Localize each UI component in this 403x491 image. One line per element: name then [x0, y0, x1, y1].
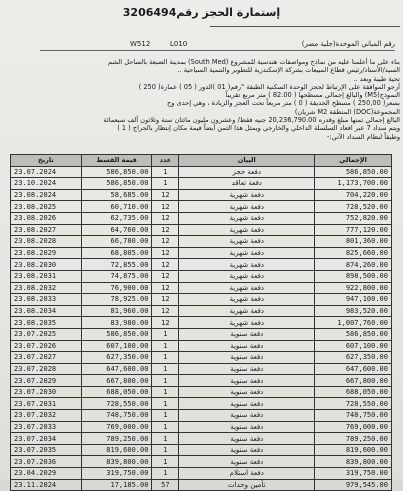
cell-desc: دفعة سنوية	[179, 375, 315, 387]
cell-total: 728,550.00	[315, 398, 392, 410]
cell-total: 769,000.00	[315, 421, 392, 433]
cell-total: 979,545.00	[315, 479, 392, 491]
table-row	[11, 212, 392, 224]
cell-value: 748,750.00	[81, 410, 152, 422]
table-row	[11, 479, 392, 491]
cell-date: 23.08.2030	[11, 259, 82, 271]
cell-value: 64,760.00	[81, 224, 152, 236]
col-header-date: تاريخ	[11, 155, 82, 167]
cell-value: 60,710.00	[81, 201, 152, 213]
cell-value: 667,800.00	[81, 375, 152, 387]
cell-value: 789,250.00	[81, 433, 152, 445]
cell-value: 839,800.00	[81, 456, 152, 468]
unit-code: W512	[130, 40, 151, 48]
cell-count: 12	[152, 189, 179, 201]
table-row	[11, 317, 392, 329]
cell-total: 983,520.00	[315, 305, 392, 317]
cell-desc: دفعة سنوية	[179, 410, 315, 422]
cell-total: 789,250.00	[315, 433, 392, 445]
table-row	[11, 386, 392, 398]
cell-count: 12	[152, 317, 179, 329]
cell-date: 23.08.2029	[11, 247, 82, 259]
table-row	[11, 224, 392, 236]
cell-date: 23.07.2033	[11, 421, 82, 433]
cell-desc: دفعة سنوية	[179, 328, 315, 340]
col-header-desc: البيان	[179, 155, 315, 167]
cell-value: 78,925.00	[81, 294, 152, 306]
paragraph-line: تحية طيبة وبعد ..	[353, 74, 400, 83]
table-row	[11, 444, 392, 456]
col-header-total: الإجمالي	[315, 155, 392, 167]
cell-date: 23.07.2030	[11, 386, 82, 398]
paragraph-line: وطبقاً لنظام السداد الآتي:-	[326, 132, 400, 141]
cell-count: 1	[152, 421, 179, 433]
cell-desc: دفعة شهرية	[179, 224, 315, 236]
cell-value: 586,850.00	[81, 178, 152, 190]
form-title	[0, 6, 403, 19]
cell-desc: دفعة سنوية	[179, 352, 315, 364]
cell-value: 586,850.00	[81, 166, 152, 178]
cell-total: 777,120.00	[315, 224, 392, 236]
cell-value: 769,000.00	[81, 421, 152, 433]
cell-value: 68,805.00	[81, 247, 152, 259]
col-header-count: عدد	[152, 155, 179, 167]
table-header-row	[11, 155, 392, 167]
cell-value: 74,875.00	[81, 270, 152, 282]
table-row	[11, 247, 392, 259]
cell-total: 874,260.00	[315, 259, 392, 271]
cell-date: 23.08.2031	[11, 270, 82, 282]
table-row	[11, 352, 392, 364]
table-row	[11, 456, 392, 468]
cell-desc: دفعة شهرية	[179, 201, 315, 213]
table-row	[11, 410, 392, 422]
cell-date: 23.08.2025	[11, 201, 82, 213]
cell-total: 319,750.00	[315, 468, 392, 480]
payment-schedule-table	[10, 154, 392, 491]
cell-date: 23.07.2025	[11, 328, 82, 340]
cell-count: 12	[152, 259, 179, 271]
cell-desc: دفعة سنوية	[179, 386, 315, 398]
cell-count: 12	[152, 282, 179, 294]
col-header-value: قيمة القسط	[81, 155, 152, 167]
cell-value: 58,685.00	[81, 189, 152, 201]
cell-total: 801,360.00	[315, 236, 392, 248]
cell-desc: دفعة سنوية	[179, 421, 315, 433]
table-row	[11, 340, 392, 352]
cell-date: 23.07.2024	[11, 166, 82, 178]
paragraph-line: النموذج(M5) والبالغ إجمالي مسطحها ( 82.00 ) متر مربع تقريباً	[225, 91, 400, 100]
cell-count: 1	[152, 444, 179, 456]
cell-desc: دفعة سنوية	[179, 363, 315, 375]
unit-header	[40, 40, 395, 50]
cell-date: 23.11.2024	[11, 479, 82, 491]
cell-value: 319,750.00	[81, 468, 152, 480]
cell-date: 23.07.2026	[11, 340, 82, 352]
cell-count: 1	[152, 328, 179, 340]
request-paragraph	[8, 58, 400, 141]
paragraph-line: البالغ إجمالي ثمنها مبلغ وقدره 20,236,790.00 جنيه فقط/ وعشرون مليون مائتان ستة وثلاثون ألف سبعمائة	[103, 116, 400, 125]
cell-date: 23.08.2032	[11, 282, 82, 294]
cell-total: 586,850.00	[315, 166, 392, 178]
cell-date: 23.08.2033	[11, 294, 82, 306]
cell-total: 704,220.00	[315, 189, 392, 201]
paragraph-line: ويتم سداد 7 عبر افعاد السلسلة الداخلي والخارجي ويمثل هذا الثمن أيضاً قيمة مكان إنتظار بالجراج ( 1 )	[117, 124, 400, 133]
cell-desc: دفعة سنوية	[179, 398, 315, 410]
cell-desc: دفعة شهرية	[179, 305, 315, 317]
cell-date: 23.10.2024	[11, 178, 82, 190]
cell-total: 752,820.00	[315, 212, 392, 224]
cell-value: 586,850.00	[81, 328, 152, 340]
cell-value: 72,855.00	[81, 259, 152, 271]
cell-count: 12	[152, 201, 179, 213]
cell-date: 23.08.2034	[11, 305, 82, 317]
cell-desc: دفعة حجز	[179, 166, 315, 178]
cell-count: 1	[152, 468, 179, 480]
cell-count: 12	[152, 305, 179, 317]
cell-desc: دفعة شهرية	[179, 189, 315, 201]
title-underline	[210, 26, 400, 27]
cell-value: 83,980.00	[81, 317, 152, 329]
cell-date: 23.08.2027	[11, 224, 82, 236]
paragraph-line: بناء على ما أعلمنا عليه من نماذج ومواصفات هندسية للمشروع (South Med) بمدينة الضبعة بالساحل الشم	[108, 58, 400, 66]
cell-count: 12	[152, 236, 179, 248]
table-row	[11, 294, 392, 306]
cell-count: 1	[152, 363, 179, 375]
cell-value: 688,050.00	[81, 386, 152, 398]
cell-count: 1	[152, 352, 179, 364]
paragraph-line: المجموعة(DOC) المنطقة M2 شريان)	[294, 107, 400, 116]
cell-total: 728,520.00	[315, 201, 392, 213]
table-row	[11, 305, 392, 317]
cell-date: 23.07.2035	[11, 444, 82, 456]
unit-label: رقم المباني الموحدة(جلية مصر)	[301, 40, 395, 48]
cell-desc: دفعة شهرية	[179, 212, 315, 224]
cell-desc: تأمين وحدات	[179, 479, 315, 491]
cell-date: 23.07.2034	[11, 433, 82, 445]
cell-desc: دفعة شهرية	[179, 282, 315, 294]
unit-header-underline	[40, 50, 395, 51]
cell-desc: دفعة استلام	[179, 468, 315, 480]
cell-count: 1	[152, 166, 179, 178]
cell-count: 1	[152, 410, 179, 422]
cell-count: 1	[152, 398, 179, 410]
cell-date: 23.07.2027	[11, 352, 82, 364]
cell-total: 607,100.00	[315, 340, 392, 352]
cell-value: 819,600.00	[81, 444, 152, 456]
cell-total: 839,800.00	[315, 456, 392, 468]
cell-total: 688,050.00	[315, 386, 392, 398]
cell-total: 627,350.00	[315, 352, 392, 364]
cell-total: 947,100.00	[315, 294, 392, 306]
cell-date: 23.08.2028	[11, 236, 82, 248]
table-row	[11, 236, 392, 248]
cell-count: 1	[152, 375, 179, 387]
cell-total: 1,173,700.00	[315, 178, 392, 190]
table-row	[11, 363, 392, 375]
paragraph-line: أرجو الموافقة على الإرتباط لحجز الوحدة السكنية الطبقة "رقم( 01 )الدور ( 05 ) عمارة( 250 )	[138, 82, 400, 91]
cell-total: 922,800.00	[315, 282, 392, 294]
cell-total: 1,007,760.00	[315, 317, 392, 329]
cell-count: 1	[152, 178, 179, 190]
cell-desc: دفعة شهرية	[179, 294, 315, 306]
table-row	[11, 375, 392, 387]
cell-desc: دفعة سنوية	[179, 340, 315, 352]
cell-desc: دفعة شهرية	[179, 270, 315, 282]
cell-value: 17,185.00	[81, 479, 152, 491]
paragraph-line: بسعر( 250,00 ) مسطح الحديقة ( 0 ) متر مربعاً تحت العجز والزيادة ، وهي إحدى وح	[167, 99, 400, 108]
table-row	[11, 421, 392, 433]
cell-count: 12	[152, 224, 179, 236]
table-row	[11, 270, 392, 282]
cell-value: 76,900.00	[81, 282, 152, 294]
cell-value: 627,350.00	[81, 352, 152, 364]
cell-count: 1	[152, 340, 179, 352]
table-row	[11, 259, 392, 271]
cell-count: 12	[152, 247, 179, 259]
cell-value: 647,600.00	[81, 363, 152, 375]
cell-date: 23.08.2035	[11, 317, 82, 329]
cell-value: 62,735.00	[81, 212, 152, 224]
cell-count: 1	[152, 433, 179, 445]
cell-date: 23.08.2026	[11, 212, 82, 224]
cell-desc: دفعة سنوية	[179, 433, 315, 445]
table-row	[11, 201, 392, 213]
cell-date: 23.07.2031	[11, 398, 82, 410]
table-row	[11, 178, 392, 190]
cell-total: 898,500.00	[315, 270, 392, 282]
cell-value: 81,960.00	[81, 305, 152, 317]
cell-desc: دفعة سنوية	[179, 456, 315, 468]
cell-total: 667,800.00	[315, 375, 392, 387]
cell-count: 57	[152, 479, 179, 491]
unit-number: L010	[170, 40, 188, 48]
cell-date: 23.07.2032	[11, 410, 82, 422]
cell-desc: دفعة شهرية	[179, 247, 315, 259]
form-title-text: إستمارة الحجز رقم3206494	[122, 6, 281, 19]
cell-date: 23.07.2036	[11, 456, 82, 468]
cell-total: 586,850.00	[315, 328, 392, 340]
table-row	[11, 398, 392, 410]
cell-desc: دفعة شهرية	[179, 259, 315, 271]
cell-date: 23.07.2029	[11, 375, 82, 387]
cell-total: 647,600.00	[315, 363, 392, 375]
cell-count: 12	[152, 212, 179, 224]
cell-count: 1	[152, 386, 179, 398]
table-row	[11, 328, 392, 340]
cell-desc: دفعة سنوية	[179, 444, 315, 456]
cell-count: 1	[152, 456, 179, 468]
cell-date: 23.04.2029	[11, 468, 82, 480]
cell-desc: دفعة شهرية	[179, 317, 315, 329]
cell-value: 728,550.00	[81, 398, 152, 410]
cell-date: 23.07.2028	[11, 363, 82, 375]
cell-value: 607,100.00	[81, 340, 152, 352]
table-row	[11, 282, 392, 294]
table-row	[11, 468, 392, 480]
paragraph-line: السيد/الأستاذ/رئيس قطاع المبيعات بشركة الإسكندرية للتطوير والتنمية السياحية ..	[177, 66, 400, 75]
table-row	[11, 166, 392, 178]
cell-total: 819,600.00	[315, 444, 392, 456]
cell-count: 12	[152, 294, 179, 306]
table-row	[11, 433, 392, 445]
cell-date: 23.08.2024	[11, 189, 82, 201]
cell-desc: دفعة شهرية	[179, 236, 315, 248]
cell-count: 12	[152, 270, 179, 282]
cell-total: 825,660.00	[315, 247, 392, 259]
table-row	[11, 189, 392, 201]
cell-total: 748,750.00	[315, 410, 392, 422]
cell-desc: دفعة تعاقد	[179, 178, 315, 190]
cell-value: 66,780.00	[81, 236, 152, 248]
